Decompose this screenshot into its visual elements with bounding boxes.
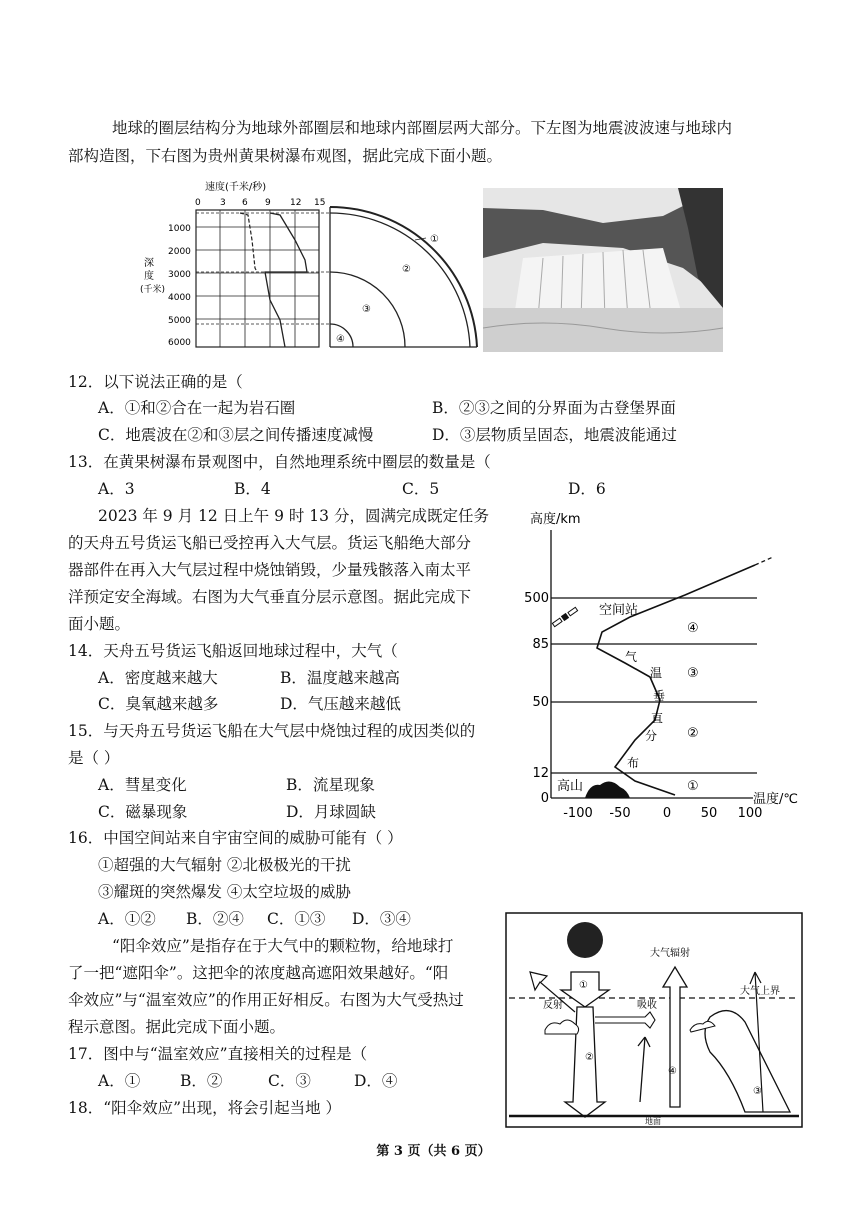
earth-quarter-section xyxy=(330,207,477,347)
atmosphere-layer-figure xyxy=(505,505,805,823)
q15-option-a: A．彗星变化 xyxy=(98,776,187,794)
speed-tick: 15 xyxy=(314,198,326,208)
speed-tick: 0 xyxy=(195,198,201,208)
atmospheric-radiation-label: 大气辐射 xyxy=(650,948,690,959)
q13-stem: 13．在黄果树瀑布景观图中，自然地理系统中圈层的数量是（ xyxy=(68,453,491,471)
curve-label: 直 xyxy=(651,711,664,725)
speed-tick: 6 xyxy=(242,198,248,208)
layer-1-label: ① xyxy=(687,779,699,794)
x-tick: -50 xyxy=(609,806,631,821)
upper-boundary-label: 大气上界 xyxy=(740,986,780,997)
ground-label: 地面 xyxy=(645,1117,661,1126)
s-wave-curve xyxy=(240,213,257,272)
curve-label: 分 xyxy=(645,729,658,743)
seismic-grid xyxy=(196,210,330,347)
q13-option-a: A．3 xyxy=(98,480,135,498)
passage2-line-3: 器部件在再入大气层过程中烧蚀销毁，少量残骸落入南太平 xyxy=(68,561,472,579)
q15-stem-line-1: 15．与天舟五号货运飞船在大气层中烧蚀过程的成因类似的 xyxy=(68,722,476,740)
layer-2-label: ② xyxy=(687,726,699,741)
q15-stem-line-2: 是（ ） xyxy=(68,749,120,767)
sun-icon xyxy=(567,922,603,958)
q13-option-d: D．6 xyxy=(568,480,606,498)
q13-option-b: B．4 xyxy=(234,480,271,498)
x-tick: -100 xyxy=(563,806,593,821)
depth-label: 深 xyxy=(144,258,154,269)
speed-tick: 3 xyxy=(220,198,226,208)
process-3-label: ③ xyxy=(753,1086,762,1097)
seismic-wave-figure xyxy=(140,180,485,352)
q16-option-a: A．①② xyxy=(98,910,156,928)
temperature-curve xyxy=(597,565,755,795)
q16-options-line-2: ③耀斑的突然爆发 ④太空垃圾的威胁 xyxy=(98,883,351,901)
q12-option-d: D．③层物质呈固态，地震波能通过 xyxy=(432,426,677,444)
depth-tick: 2000 xyxy=(168,247,191,257)
depth-label: 度 xyxy=(144,271,154,282)
reflect-label: 反射 xyxy=(543,1000,563,1011)
passage2-line-4: 洋预定安全海域。右图为大气垂直分层示意图。据此完成下 xyxy=(68,588,472,606)
process-1-label: ① xyxy=(579,980,588,991)
depth-tick: 1000 xyxy=(168,224,191,234)
x-tick: 0 xyxy=(662,806,672,821)
depth-label: (千米) xyxy=(140,285,166,295)
layer-1-label: ① xyxy=(430,234,439,245)
x-tick: 50 xyxy=(700,806,718,821)
q16-option-c: C．①③ xyxy=(267,910,326,928)
space-station-label: 空间站 xyxy=(599,603,639,618)
q15-option-b: B．流星现象 xyxy=(286,776,375,794)
passage3-line-1: “阳伞效应”是指存在于大气中的颗粒物，给地球打 xyxy=(112,937,454,955)
q14-option-d: D．气压越来越低 xyxy=(280,695,401,713)
temperature-axis-title: 温度/℃ xyxy=(753,792,798,807)
waterfall-image xyxy=(483,188,723,352)
mountain-icon xyxy=(585,781,630,798)
q17-stem: 17．图中与“温室效应”直接相关的过程是（ xyxy=(68,1045,368,1063)
absorb-label: 吸收 xyxy=(637,1000,657,1011)
q16-option-d: D．③④ xyxy=(352,910,411,928)
altitude-axis-title: 高度/km xyxy=(530,512,581,527)
atmosphere-heating-figure xyxy=(505,912,803,1128)
process-4-label: ④ xyxy=(668,1066,677,1077)
mountain-label: 高山 xyxy=(557,779,584,794)
layer-4-label: ④ xyxy=(336,334,345,345)
y-tick: 50 xyxy=(532,695,549,710)
q16-option-b: B．②④ xyxy=(186,910,244,928)
passage3-line-2: 了一把“遮阳伞”。这把伞的浓度越高遮阳效果越好。“阳 xyxy=(68,964,449,982)
q15-option-d: D．月球圆缺 xyxy=(286,803,376,821)
q17-option-d: D．④ xyxy=(354,1072,398,1090)
passage3-line-4: 程示意图。据此完成下面小题。 xyxy=(68,1018,286,1036)
passage2-line-1: 2023 年 9 月 12 日上午 9 时 13 分，圆满完成既定任务 xyxy=(98,507,489,525)
passage3-line-3: 伞效应”与“温室效应”的作用正好相反。右图为大气受热过 xyxy=(68,991,464,1009)
space-station-icon xyxy=(552,607,578,628)
q15-option-c: C．磁暴现象 xyxy=(98,803,188,821)
depth-tick: 3000 xyxy=(168,270,191,280)
intro-line-2: 部构造图，下右图为贵州黄果树瀑布观图，据此完成下面小题。 xyxy=(68,147,503,165)
q13-option-c: C．5 xyxy=(402,480,440,498)
curve-label: 温 xyxy=(650,666,663,680)
curve-label: 垂 xyxy=(653,689,666,703)
passage2-line-2: 的天舟五号货运飞船已受控再入大气层。货运飞船绝大部分 xyxy=(68,534,472,552)
q14-option-c: C．臭氧越来越多 xyxy=(98,695,219,713)
curve-label: 气 xyxy=(625,650,638,664)
q18-stem: 18．“阳伞效应”出现，将会引起当地 ） xyxy=(68,1099,341,1117)
speed-axis-title: 速度(千米/秒) xyxy=(205,182,267,193)
speed-tick: 12 xyxy=(290,198,302,208)
speed-tick: 9 xyxy=(265,198,271,208)
q16-options-line-1: ①超强的大气辐射 ②北极极光的干扰 xyxy=(98,856,351,874)
y-tick: 12 xyxy=(532,766,549,781)
passage2-line-5: 面小题。 xyxy=(68,615,131,633)
q16-stem: 16．中国空间站来自宇宙空间的威胁可能有（ ） xyxy=(68,829,403,847)
q17-option-c: C．③ xyxy=(268,1072,311,1090)
q14-stem: 14．天舟五号货运飞船返回地球过程中，大气（ xyxy=(68,642,398,660)
depth-tick: 5000 xyxy=(168,316,191,326)
layer-3-label: ③ xyxy=(362,304,371,315)
intro-line-1: 地球的圈层结构分为地球外部圈层和地球内部圈层两大部分。下左图为地震波波速与地球内 xyxy=(112,119,733,137)
q12-option-a: A．①和②合在一起为岩石圈 xyxy=(98,399,296,417)
q12-stem: 12．以下说法正确的是（ xyxy=(68,373,243,391)
x-tick: 100 xyxy=(737,806,763,821)
q12-option-c: C．地震波在②和③层之间传播速度减慢 xyxy=(98,426,374,444)
y-tick: 500 xyxy=(524,591,549,606)
q17-option-a: A．① xyxy=(98,1072,141,1090)
depth-tick: 4000 xyxy=(168,293,191,303)
curve-label: 布 xyxy=(627,756,640,770)
q14-option-b: B．温度越来越高 xyxy=(280,669,400,687)
page-number: 第 3 页（共 6 页） xyxy=(376,1144,491,1159)
q12-option-b: B．②③之间的分界面为古登堡界面 xyxy=(432,399,676,417)
process-2-label: ② xyxy=(585,1052,594,1063)
p-wave-curve xyxy=(265,213,307,347)
layer-4-label: ④ xyxy=(687,621,699,636)
depth-tick: 6000 xyxy=(168,338,191,348)
q14-option-a: A．密度越来越大 xyxy=(98,669,218,687)
q17-option-b: B．② xyxy=(180,1072,223,1090)
layer-2-label: ② xyxy=(402,264,411,275)
layer-3-label: ③ xyxy=(687,666,699,681)
y-tick: 85 xyxy=(532,637,549,652)
y-tick: 0 xyxy=(540,791,549,806)
